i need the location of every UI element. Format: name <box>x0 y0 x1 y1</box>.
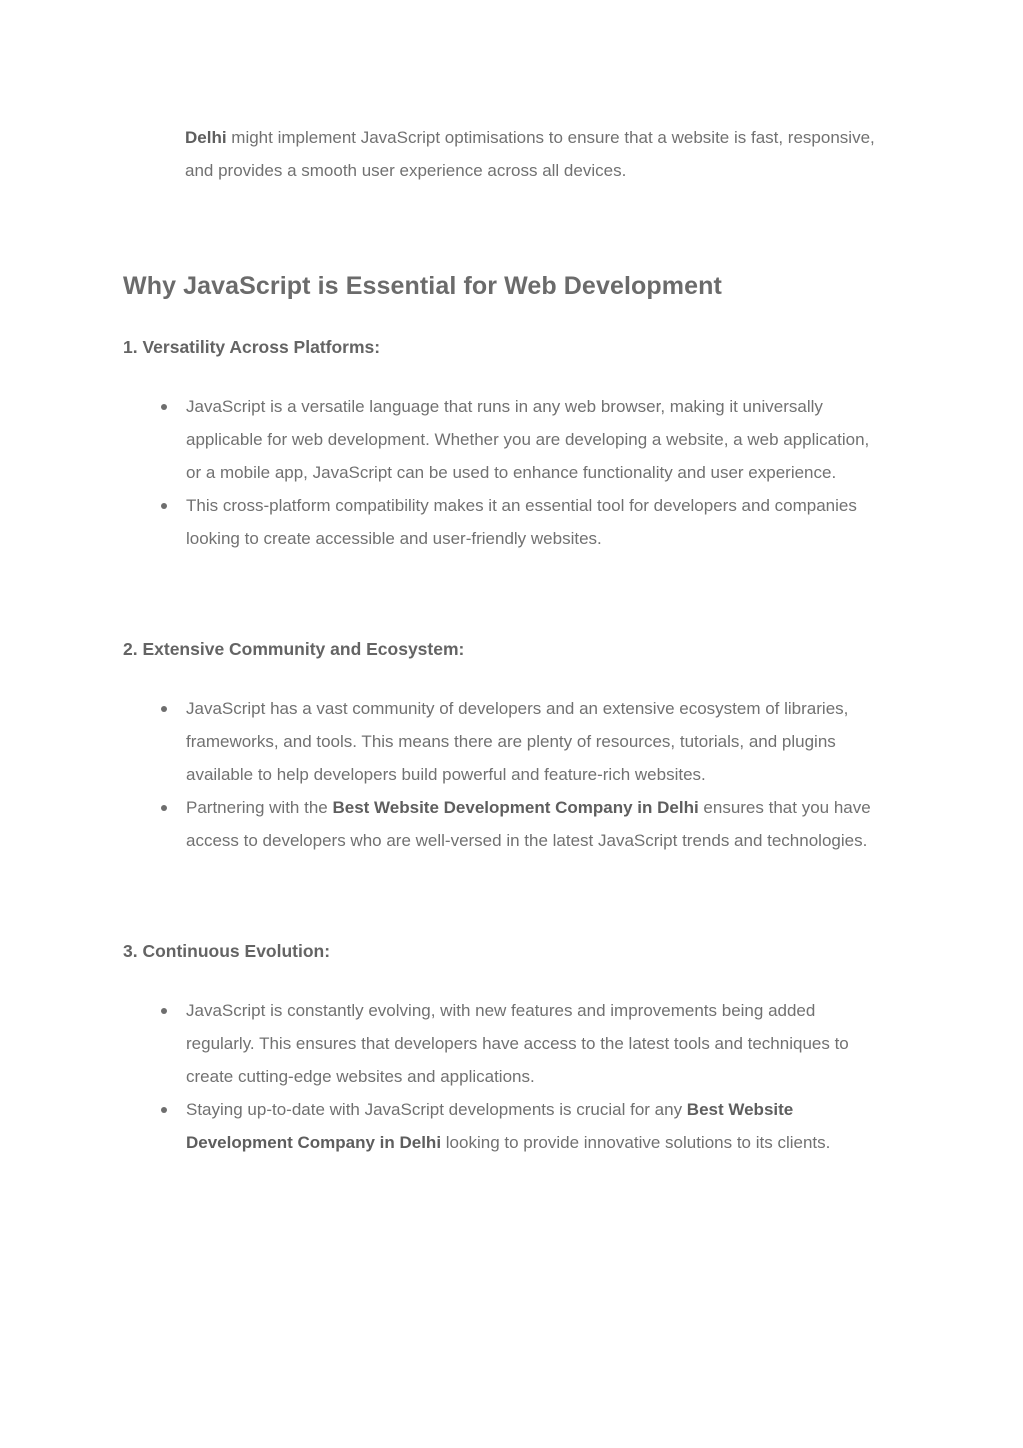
bullet-item <box>160 1093 884 1159</box>
bullet-list <box>160 692 884 857</box>
bullet-marker-icon <box>161 706 167 712</box>
section-community <box>123 633 908 857</box>
page-heading: Why JavaScript is Essential for Web Development <box>123 272 722 300</box>
bullet-text: JavaScript is a versatile language that runs in any web browser, making it universally applicable for web development. Whether you are developing a website, a web application, or a mobile app, JavaScript can be used to enhance functionality and user experience. <box>186 397 870 482</box>
bullet-marker-icon <box>161 1008 167 1014</box>
section-title: 3. Continuous Evolution: <box>123 941 331 961</box>
section-title: 1. Versatility Across Platforms: <box>123 337 381 357</box>
bullet-marker-icon <box>161 805 167 811</box>
bullet-text: JavaScript has a vast community of developers and an extensive ecosystem of libraries, frameworks, and tools. This means there are plenty of resources, tutorials, and plugins available to help developers build powerful and feature-rich websites. <box>186 699 849 784</box>
section-title: 2. Extensive Community and Ecosystem: <box>123 639 465 659</box>
bullet-item <box>160 489 884 555</box>
bullet-marker-icon <box>161 404 167 410</box>
bullet-item <box>160 791 884 857</box>
bullet-item <box>160 692 884 791</box>
bullet-list <box>160 994 884 1159</box>
bullet-text: Partnering with the Best Website Development Company in Delhi ensures that you have access to developers who are well-versed in the latest JavaScript trends and technologies. <box>186 798 871 850</box>
bullet-text: JavaScript is constantly evolving, with new features and improvements being added regularly. This ensures that developers have access to the latest tools and techniques to create cutting-edge websites and applications. <box>186 1001 849 1086</box>
section-versatility <box>123 331 908 555</box>
bullet-list <box>160 390 884 555</box>
bullet-item <box>160 994 884 1093</box>
bullet-text: This cross-platform compatibility makes it an essential tool for developers and companies looking to create accessible and user-friendly websites. <box>186 496 857 548</box>
intro-paragraph: Delhi might implement JavaScript optimisations to ensure that a website is fast, responsive, and provides a smooth user experience across all devices. <box>185 128 875 180</box>
section-evolution <box>123 935 908 1159</box>
bullet-text: Staying up-to-date with JavaScript developments is crucial for any Best Website Development Company in Delhi looking to provide innovative solutions to its clients. <box>186 1100 831 1152</box>
bullet-marker-icon <box>161 503 167 509</box>
bullet-marker-icon <box>161 1107 167 1113</box>
bullet-item <box>160 390 884 489</box>
